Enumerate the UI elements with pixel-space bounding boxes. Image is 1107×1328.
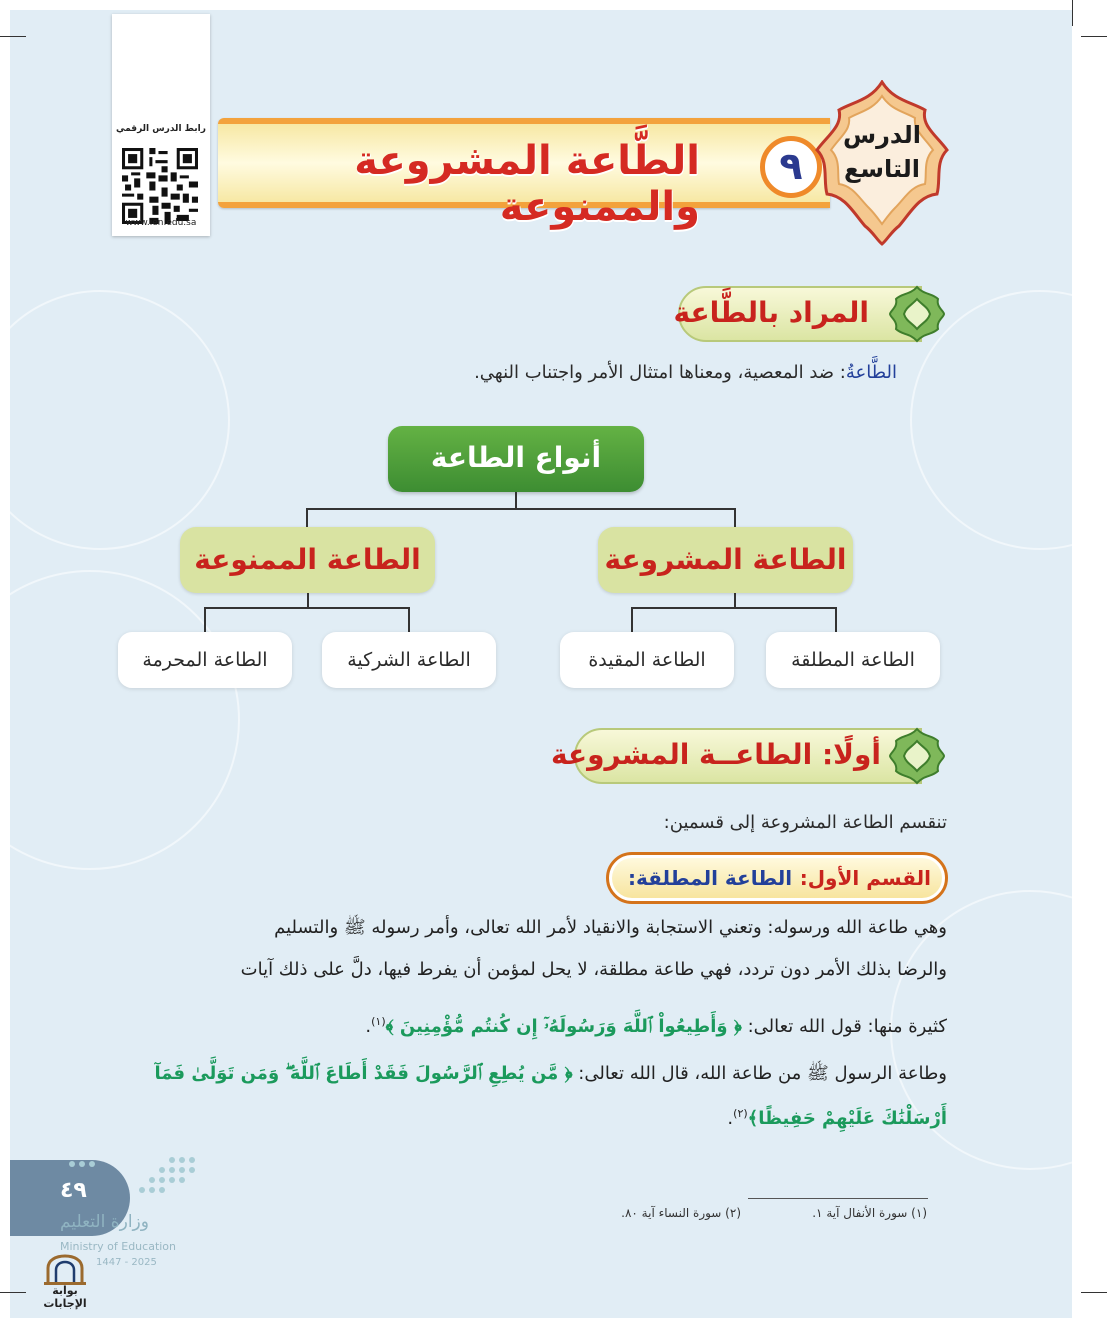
ministry-name-ar: وزارة التعليم (60, 1212, 149, 1232)
qr-label: رابط الدرس الرقمي (116, 124, 206, 134)
section-heading-lawful-text: أولًا: الطاعــة المشروعة (551, 738, 881, 771)
watermark-ornament (10, 290, 230, 550)
tree-leaf-polytheistic: الطاعة الشركية (322, 632, 496, 688)
tree-branch-lawful: الطاعة المشروعة (598, 527, 853, 593)
part-name: الطاعة المطلقة: (628, 866, 793, 890)
intro-text: تنقسم الطاعة المشروعة إلى قسمين: (663, 812, 947, 833)
footnote-2: (٢) سورة النساء آية ٨٠. (621, 1206, 741, 1220)
tree-root: أنواع الطاعة (388, 426, 644, 492)
qr-code-icon[interactable] (122, 144, 198, 228)
definition-term: الطَّاعةُ (845, 362, 897, 383)
ornament-icon (886, 725, 948, 787)
crop-mark (1072, 0, 1073, 26)
tree-branch-forbidden: الطاعة الممنوعة (180, 527, 435, 593)
lesson-title: الطَّاعة المشروعة والممنوعة (354, 138, 700, 230)
footnote-ref[interactable]: (٢) (733, 1107, 748, 1120)
ministry-name-en: Ministry of Education (60, 1240, 177, 1253)
definition-body: : ضد المعصية، ومعناها امتثال الأمر واجتناب النهي. (474, 362, 846, 383)
tree-connector (408, 607, 410, 633)
verse-intro: وطاعة الرسول ﷺ من طاعة الله، قال الله تعالى: (572, 1063, 947, 1084)
lesson-label-line2: التاسع (843, 155, 921, 183)
paragraph-line-verse2 (154, 1052, 947, 1096)
edition-year: 2025 - 1447 (96, 1257, 157, 1268)
sentence-end: . (365, 1016, 372, 1037)
tree-connector (204, 607, 206, 633)
tree-connector (835, 607, 837, 633)
crop-mark (0, 1292, 26, 1293)
tree-connector (631, 607, 633, 633)
crop-mark (1081, 1292, 1107, 1293)
portal-logo-icon (42, 1254, 88, 1286)
crop-mark (0, 36, 26, 37)
paragraph-line: والرضا بذلك الأمر دون تردد، فهي طاعة مطلقة، لا يحل لمؤمن أن يفرط فيها، دلَّ على ذلك آيات (240, 959, 947, 980)
definition-text (474, 362, 897, 383)
ornament-icon (886, 283, 948, 345)
page-number: ٤٩ (60, 1178, 87, 1203)
tree-connector (631, 607, 837, 609)
qr-card[interactable] (112, 14, 210, 236)
verse-intro: كثيرة منها: قول الله تعالى: (741, 1016, 947, 1037)
tree-leaf-prohibited: الطاعة المحرمة (118, 632, 292, 688)
lesson-label-line1: الدرس (842, 121, 922, 149)
portal-name: بوابة الإجابات (43, 1284, 87, 1310)
paragraph-line-verse1 (365, 1000, 947, 1049)
section-heading-meaning-text: المراد بالطَّاعة (673, 296, 869, 329)
tree-leaf-restricted: الطاعة المقيدة (560, 632, 734, 688)
tree-leaf-absolute: الطاعة المطلقة (766, 632, 940, 688)
sentence-end: . (727, 1108, 734, 1129)
quran-verse: أَرْسَلْنَٰكَ عَلَيْهِمْ حَفِيظًا﴾ (747, 1108, 947, 1129)
lesson-number-badge: ٩ (760, 136, 822, 198)
quran-verse: ﴿ مَّن يُطِعِ ٱلرَّسُولَ فَقَدْ أَطَاعَ ٱللَّهَ ۖ وَمَن تَوَلَّىٰ فَمَآ (154, 1063, 573, 1084)
footnote-divider (748, 1198, 928, 1199)
footnote-1: (١) سورة الأنفال آية ١. (812, 1206, 927, 1220)
lesson-label (815, 118, 949, 186)
quran-verse: ﴿ وَأَطِيعُواْ ٱللَّهَ وَرَسُولَهُۥٓ إِن كُنتُم مُّؤْمِنِينَ ﴾ (385, 1016, 742, 1037)
tree-connector (306, 508, 308, 528)
paragraph-line-verse2-cont (727, 1092, 947, 1141)
crop-mark (1081, 36, 1107, 37)
tree-connector (204, 607, 410, 609)
part-label: القسم الأول: (799, 866, 931, 890)
paragraph-line: وهي طاعة الله ورسوله: وتعني الاستجابة والانقياد لأمر الله تعالى، وأمر رسوله ﷺ والتسليم (274, 917, 947, 938)
qr-url[interactable]: www.ien.edu.sa (125, 218, 197, 228)
tree-connector (306, 508, 736, 510)
tree-connector (734, 508, 736, 528)
lesson-title-banner (218, 118, 830, 230)
footnote-ref[interactable]: (١) (371, 1015, 386, 1028)
